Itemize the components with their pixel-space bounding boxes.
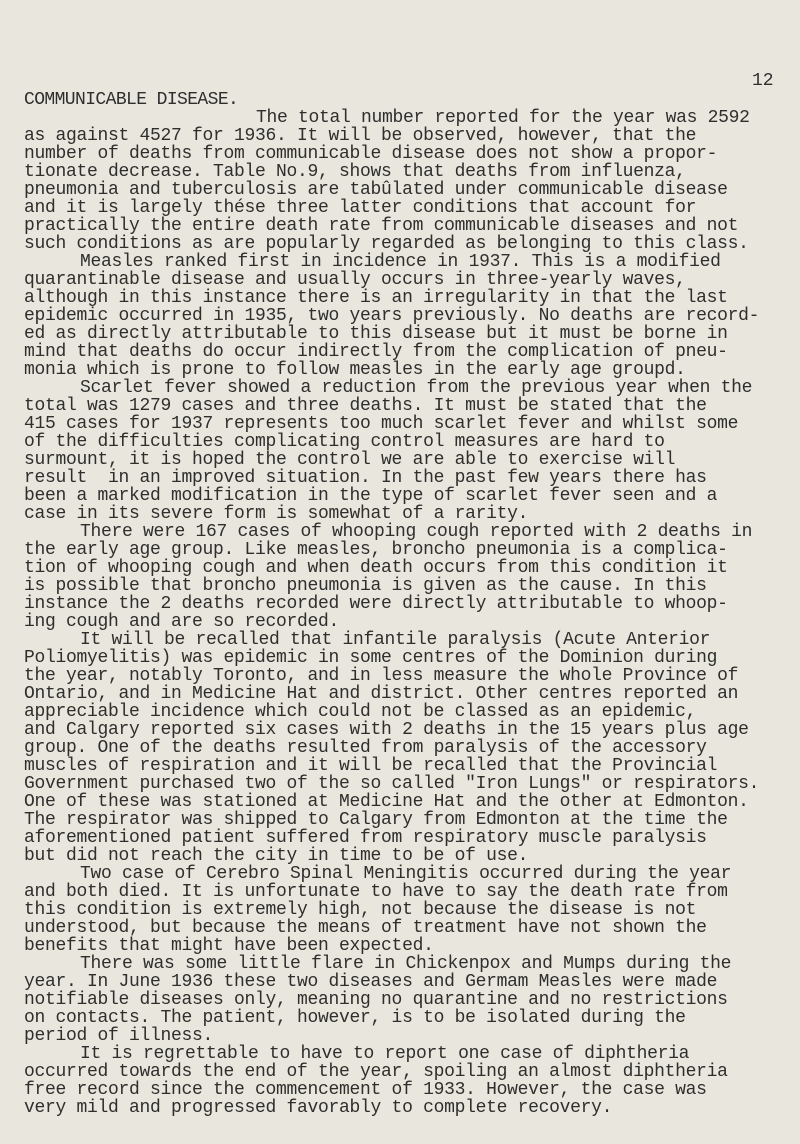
text-line: pneumonia and tuberculosis are tabûlated under communicable disease bbox=[24, 180, 728, 200]
text-line: of the difficulties complicating control measures are hard to bbox=[24, 432, 665, 452]
paragraph bbox=[24, 865, 794, 955]
paragraph bbox=[24, 1045, 794, 1117]
text-line: appreciable incidence which could not be classed as an epidemic, bbox=[24, 702, 697, 722]
text-line: It is regrettable to have to report one case of diphtheria bbox=[80, 1044, 690, 1064]
text-line: Measles ranked first in incidence in 1937. This is a modified bbox=[80, 252, 721, 272]
text-line: group. One of the deaths resulted from paralysis of the accessory bbox=[24, 738, 707, 758]
text-line: instance the 2 deaths recorded were directly attributable to whoop- bbox=[24, 594, 728, 614]
text-line: year. In June 1936 these two diseases and Germam Measles were made bbox=[24, 972, 718, 992]
paragraph bbox=[24, 955, 794, 1045]
text-line: quarantinable disease and usually occurs in three-yearly waves, bbox=[24, 270, 686, 290]
text-line: as against 4527 for 1936. It will be observed, however, that the bbox=[24, 126, 697, 146]
paragraph bbox=[24, 253, 794, 379]
text-line: and Calgary reported six cases with 2 deaths in the 15 years plus age bbox=[24, 720, 749, 740]
text-line: total was 1279 cases and three deaths. It must be stated that the bbox=[24, 396, 707, 416]
text-line: 415 cases for 1937 represents too much scarlet fever and whilst some bbox=[24, 414, 739, 434]
text-line: period of illness. bbox=[24, 1026, 214, 1046]
text-line: understood, but because the means of treatment have not shown the bbox=[24, 918, 707, 938]
text-line: occurred towards the end of the year, spoiling an almost diphtheria bbox=[24, 1062, 728, 1082]
text-line: tion of whooping cough and when death occurs from this condition it bbox=[24, 558, 728, 578]
text-line: number of deaths from communicable disease does not show a propor- bbox=[24, 144, 718, 164]
text-line: the early age group. Like measles, broncho pneumonia is a complica- bbox=[24, 540, 728, 560]
text-line: ed as directly attributable to this disease but it must be borne in bbox=[24, 324, 728, 344]
text-line: mind that deaths do occur indirectly from the complication of pneu- bbox=[24, 342, 728, 362]
text-line: very mild and progressed favorably to complete recovery. bbox=[24, 1098, 613, 1118]
text-line: Government purchased two of the so called "Iron Lungs" or respirators. bbox=[24, 774, 760, 794]
document-body bbox=[24, 109, 794, 1117]
text-line: this condition is extremely high, not because the disease is not bbox=[24, 900, 697, 920]
text-line: notifiable diseases only, meaning no quarantine and no restrictions bbox=[24, 990, 728, 1010]
text-line: is possible that broncho pneumonia is given as the cause. In this bbox=[24, 576, 707, 596]
text-line: the year, notably Toronto, and in less measure the whole Province of bbox=[24, 666, 739, 686]
text-line: One of these was stationed at Medicine Hat and the other at Edmonton. bbox=[24, 792, 749, 812]
paragraph bbox=[24, 631, 794, 865]
text-line: practically the entire death rate from communicable diseases and not bbox=[24, 216, 739, 236]
text-line: The respirator was shipped to Calgary from Edmonton at the time the bbox=[24, 810, 728, 830]
text-line: The total number reported for the year was 2592 bbox=[256, 108, 750, 128]
text-line: been a marked modification in the type of scarlet fever seen and a bbox=[24, 486, 718, 506]
text-line: tionate decrease. Table No.9, shows that deaths from influenza, bbox=[24, 162, 686, 182]
text-line: surmount, it is hoped the control we are able to exercise will bbox=[24, 450, 676, 470]
text-line: case in its severe form is somewhat of a rarity. bbox=[24, 504, 529, 524]
text-line: but did not reach the city in time to be of use. bbox=[24, 846, 529, 866]
paragraph bbox=[24, 523, 794, 631]
page-number: 12 bbox=[752, 71, 774, 91]
text-line: monia which is prone to follow measles in the early age groupd. bbox=[24, 360, 686, 380]
text-line: muscles of respiration and it will be recalled that the Provincial bbox=[24, 756, 718, 776]
text-line: and both died. It is unfortunate to have to say the death rate from bbox=[24, 882, 728, 902]
text-line: Scarlet fever showed a reduction from the previous year when the bbox=[80, 378, 753, 398]
text-line: Poliomyelitis) was epidemic in some centres of the Dominion during bbox=[24, 648, 718, 668]
text-line: There was some little flare in Chickenpox and Mumps during the bbox=[80, 954, 732, 974]
text-line: such conditions as are popularly regarded as belonging to this class. bbox=[24, 234, 749, 254]
text-line: and it is largely thése three latter conditions that account for bbox=[24, 198, 697, 218]
paragraph bbox=[24, 109, 794, 253]
section-heading: COMMUNICABLE DISEASE. bbox=[24, 90, 239, 110]
text-line: It will be recalled that infantile paralysis (Acute Anterior bbox=[80, 630, 711, 650]
text-line: Two case of Cerebro Spinal Meningitis occurred during the year bbox=[80, 864, 732, 884]
text-line: epidemic occurred in 1935, two years previously. No deaths are record- bbox=[24, 306, 760, 326]
text-line: aforementioned patient suffered from respiratory muscle paralysis bbox=[24, 828, 707, 848]
text-line: There were 167 cases of whooping cough reported with 2 deaths in bbox=[80, 522, 753, 542]
text-line: free record since the commencement of 1933. However, the case was bbox=[24, 1080, 707, 1100]
paragraph bbox=[24, 379, 794, 523]
text-line: on contacts. The patient, however, is to be isolated during the bbox=[24, 1008, 686, 1028]
text-line: benefits that might have been expected. bbox=[24, 936, 434, 956]
text-line: Ontario, and in Medicine Hat and district. Other centres reported an bbox=[24, 684, 739, 704]
text-line: ing cough and are so recorded. bbox=[24, 612, 340, 632]
text-line: although in this instance there is an irregularity in that the last bbox=[24, 288, 728, 308]
text-line: result in an improved situation. In the past few years there has bbox=[24, 468, 707, 488]
